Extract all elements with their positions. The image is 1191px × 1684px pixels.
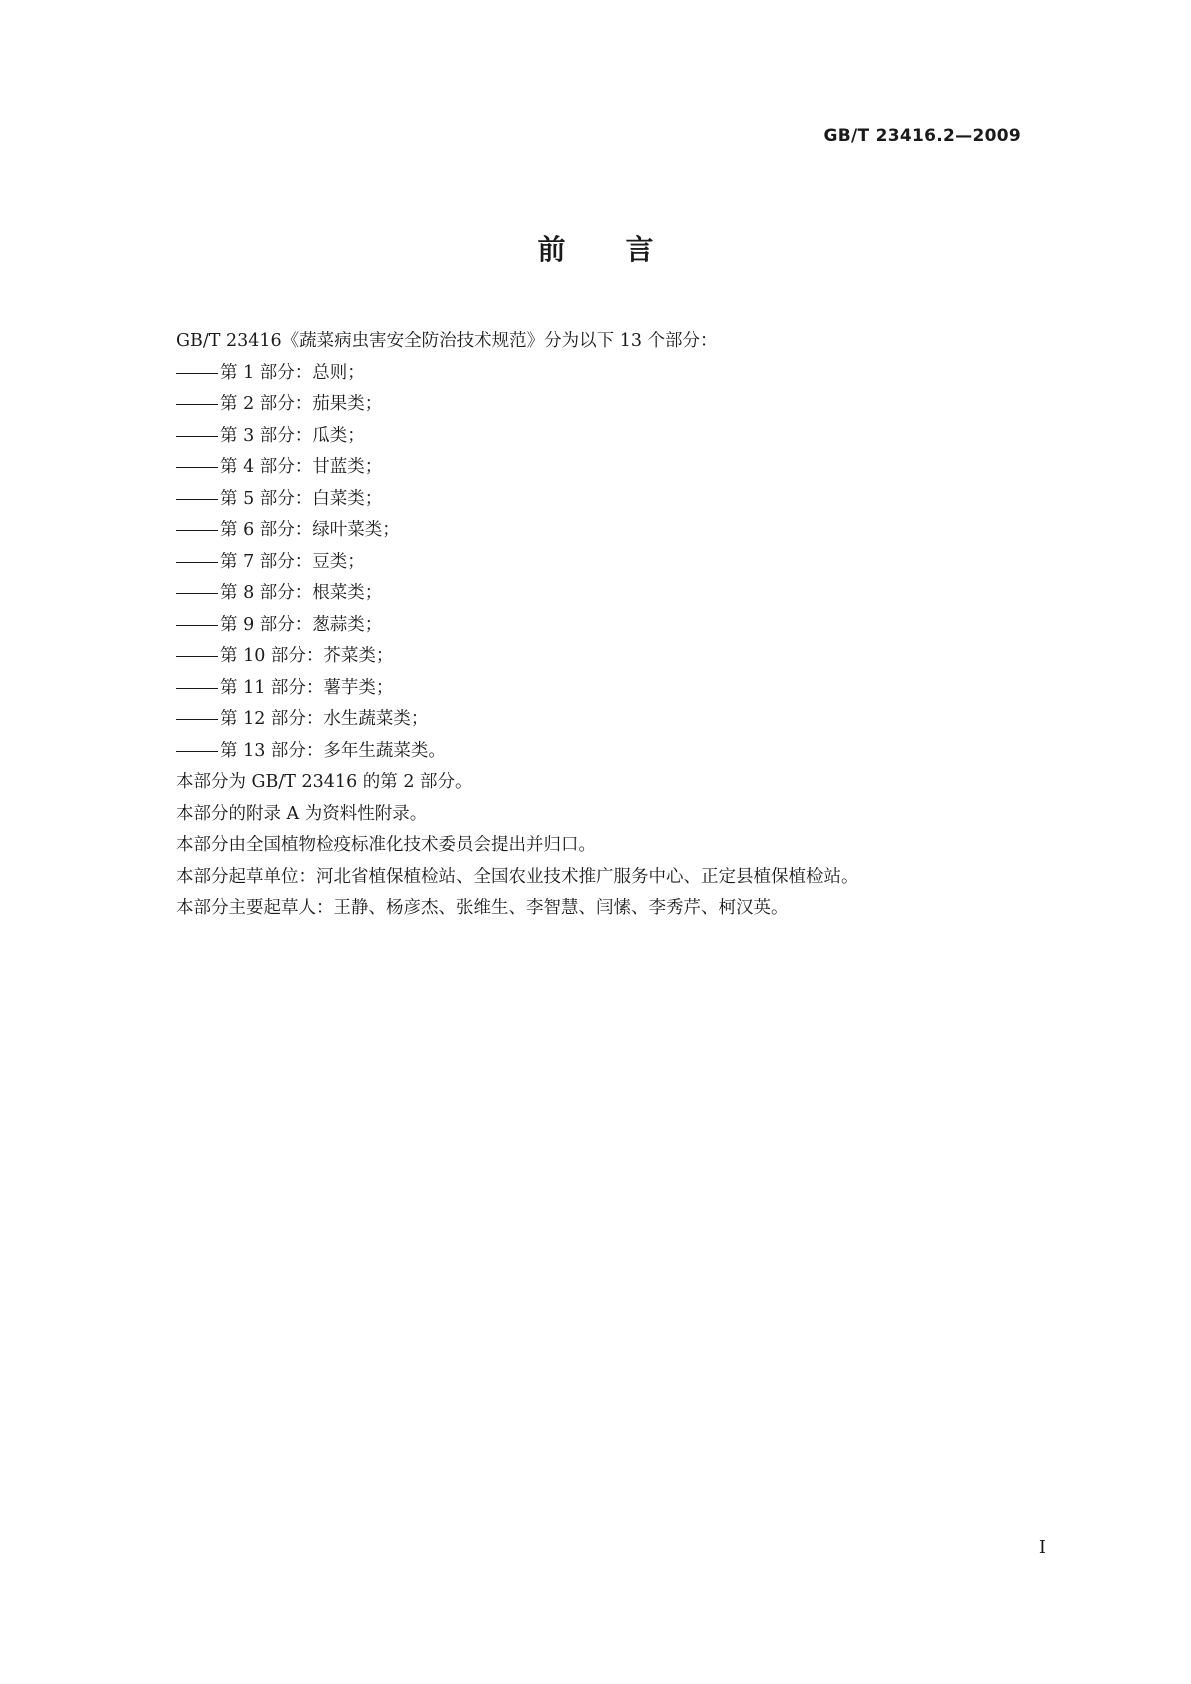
part-list-item: 第 4 部分：甘蓝类； <box>176 452 1036 484</box>
em-dash <box>176 688 218 689</box>
intro-paragraph: GB/T 23416《蔬菜病虫害安全防治技术规范》分为以下 13 个部分： <box>176 331 718 351</box>
part-list-item: 第 1 部分：总则； <box>176 358 1036 390</box>
part-list-item: 第 11 部分：薯芋类； <box>176 673 1036 705</box>
em-dash <box>176 562 218 563</box>
standard-number: GB/T 23416.2—2009 <box>823 126 1021 146</box>
em-dash <box>176 373 218 374</box>
em-dash <box>176 719 218 720</box>
em-dash <box>176 625 218 626</box>
part-list-item: 第 10 部分：芥菜类； <box>176 641 1036 673</box>
em-dash <box>176 593 218 594</box>
statement-proposer: 本部分由全国植物检疫标准化技术委员会提出并归口。 <box>176 835 596 855</box>
em-dash <box>176 499 218 500</box>
statement-annex: 本部分的附录 A 为资料性附录。 <box>176 803 428 824</box>
part-list-item: 第 5 部分：白菜类； <box>176 484 1036 516</box>
statement-drafting-units: 本部分起草单位：河北省植保植检站、全国农业技术推广服务中心、正定县植保植检站。 <box>176 866 859 887</box>
statement-drafters: 本部分主要起草人：王静、杨彦杰、张维生、李智慧、闫愫、李秀芹、柯汉英。 <box>176 898 789 918</box>
statement-part-number: 本部分为 GB/T 23416 的第 2 部分。 <box>176 772 473 792</box>
em-dash <box>176 751 218 752</box>
part-list-item: 第 6 部分：绿叶菜类； <box>176 515 1036 547</box>
page-number: I <box>1038 1537 1046 1558</box>
page-title: 前言 <box>537 233 714 266</box>
part-list-item: 第 3 部分：瓜类； <box>176 421 1036 453</box>
em-dash <box>176 436 218 437</box>
em-dash <box>176 656 218 657</box>
em-dash <box>176 467 218 468</box>
part-list-item: 第 9 部分：葱蒜类； <box>176 610 1036 642</box>
em-dash <box>176 404 218 405</box>
part-list-item: 第 8 部分：根菜类； <box>176 578 1036 610</box>
em-dash <box>176 530 218 531</box>
part-list-item: 第 12 部分：水生蔬菜类； <box>176 704 1036 736</box>
foreword-body <box>176 326 1036 925</box>
part-list-item: 第 13 部分：多年生蔬菜类。 <box>176 736 1036 768</box>
part-list-item: 第 2 部分：茄果类； <box>176 389 1036 421</box>
part-list-item: 第 7 部分：豆类； <box>176 547 1036 579</box>
